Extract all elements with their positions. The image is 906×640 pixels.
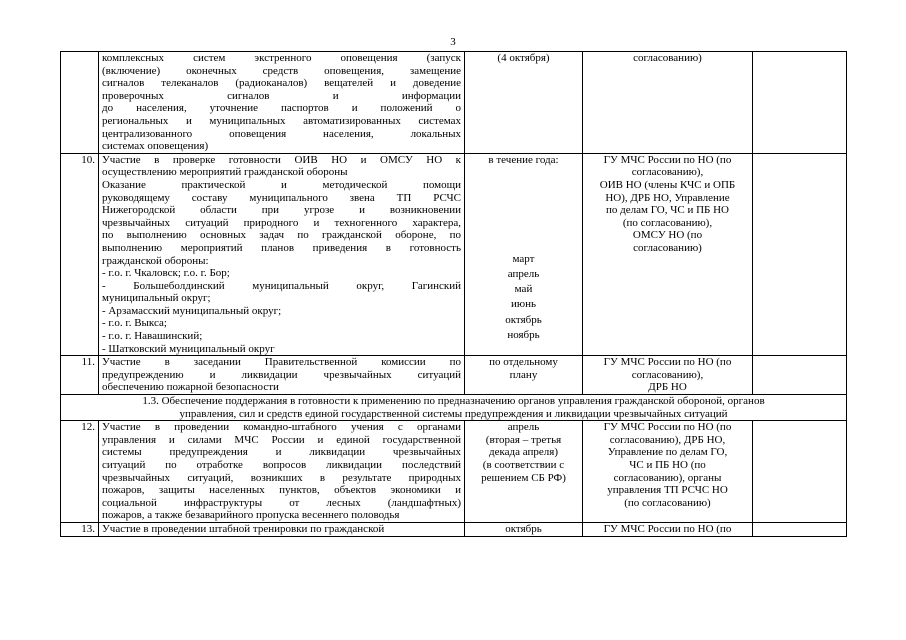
text-line: ноябрь (507, 328, 540, 341)
table-row-continuation (61, 52, 847, 154)
text-line: ГУ МЧС России по НО (по (603, 153, 732, 166)
text-line: апрель (507, 421, 540, 434)
text-line: 1.3. Обеспечение поддержания в готовности к применению по предназначению органов управления гражданской обороной, органов (142, 395, 765, 408)
text-line: март (512, 252, 535, 265)
event-description (99, 153, 465, 356)
text-line: муниципальный округ; (102, 292, 211, 305)
text-line: согласованию) (633, 241, 702, 254)
text-line: май (514, 283, 533, 296)
section-heading-row (61, 395, 847, 421)
text-line: Участие в проверке готовности ОИВ НО и ОМСУ НО к (102, 153, 461, 166)
event-responsible (583, 522, 753, 536)
text-line: согласованию), (631, 368, 704, 381)
event-responsible (583, 52, 753, 154)
text-line: - Шатковский муниципальный округ (102, 342, 275, 355)
text-line: согласованию), (631, 166, 704, 179)
text-line: согласованию), органы (613, 471, 722, 484)
text-line: НО), ДРБ НО, Управление (605, 191, 730, 204)
text-line: - Большеболдинский муниципальный округ, Гагинский (102, 279, 461, 292)
table-row-10 (61, 153, 847, 356)
text-line: ДРБ НО (648, 381, 687, 394)
text-line: (в соответствии с (482, 459, 565, 471)
event-description (99, 421, 465, 523)
event-note (753, 356, 847, 395)
event-description (99, 356, 465, 395)
text-line: (по согласованию), (622, 216, 713, 229)
event-deadline (465, 52, 583, 154)
text-line: гражданской обороны: (102, 254, 209, 267)
text-line: апрель (507, 268, 540, 281)
text-line: ЧС и ПБ НО (по (629, 459, 706, 471)
text-line: пожаров, а также безаварийного пропуска весеннего половодья (102, 509, 400, 522)
text-line: ситуаций по отработке вопросов ликвидации последствий (102, 459, 461, 471)
event-deadline (465, 522, 583, 536)
text-line: чрезвычайных ситуаций природного и техногенного характера, (102, 216, 461, 229)
event-note (753, 522, 847, 536)
table-row-12 (61, 421, 847, 523)
text-line: осуществлению мероприятий гражданской обороны (102, 166, 348, 179)
text-line: - г.о. г. Навашинский; (102, 330, 203, 343)
event-note (753, 153, 847, 356)
text-line: ГУ МЧС России по НО (по (603, 421, 732, 434)
text-line: Оказание практической и методической помощи (102, 178, 461, 191)
text-line: управления, сил и средств единой государственной системы предупреждения и ликвидации чрезвычайных ситуаций (179, 407, 728, 420)
text-line: системах оповещения) (102, 140, 209, 153)
text-line: Участие в проведении командно-штабного учения с органами (102, 421, 461, 434)
text-line: по делам ГО, ЧС и ПБ НО (606, 204, 729, 217)
text-line: по отдельному (489, 356, 558, 369)
text-line: ГУ МЧС России по НО (по (603, 356, 732, 369)
event-description (99, 52, 465, 154)
text-line: проверочных сигналов и информации (102, 89, 461, 102)
text-line: - г.о. г. Чкаловск; г.о. г. Бор; (102, 267, 230, 280)
text-line: (4 октября) (497, 52, 550, 64)
text-line: решением СБ РФ) (481, 471, 566, 484)
text-line: плану (509, 368, 538, 381)
text-line: декада апреля) (489, 446, 558, 459)
text-line: управления ТП РСЧС НО (607, 484, 728, 497)
table-row-13 (61, 522, 847, 536)
text-line: согласованию), ДРБ НО, (609, 433, 726, 446)
text-line: согласованию) (633, 52, 702, 64)
event-responsible (583, 421, 753, 523)
event-deadline (465, 153, 583, 356)
text-line: обеспечению пожарной безопасности (102, 381, 279, 394)
event-note (753, 421, 847, 523)
text-line: ГУ МЧС России по НО (по (603, 522, 732, 535)
section-heading-1-3 (61, 395, 847, 421)
text-line: системы предупреждения и ликвидации чрезвычайных (102, 446, 461, 459)
events-plan-table (60, 51, 847, 537)
row-number: 13. (61, 522, 99, 536)
deadline-months (468, 252, 579, 343)
event-deadline (465, 421, 583, 523)
text-line: ОИВ НО (члены КЧС и ОПБ (599, 178, 736, 191)
row-number: 12. (61, 421, 99, 523)
text-line: по выполнению основных задач по гражданской обороне, по (102, 229, 461, 242)
text-line: выполнению мероприятий планов приведения в готовность (102, 241, 461, 254)
text-line: чрезвычайных ситуаций, возникших в результате природных (102, 471, 461, 484)
text-line: до населения, уточнение паспортов и положений о (102, 102, 461, 115)
text-line: сигналов телеканалов (радиоканалов) вещателей и доведение (102, 77, 461, 90)
text-line: Участие в заседании Правительственной комиссии по (102, 356, 461, 369)
text-line: руководящему составу муниципального звена ТП РСЧС (102, 191, 461, 204)
text-line: управления и силами МЧС России и единой государственной (102, 433, 461, 446)
text-line: ОМСУ НО (по (632, 229, 703, 242)
text-line: октябрь (505, 522, 542, 535)
event-description (99, 522, 465, 536)
deadline-heading: в течение года: (488, 153, 559, 166)
text-line: - г.о. г. Выкса; (102, 317, 167, 330)
text-line: предупреждению и ликвидации чрезвычайных ситуаций (102, 368, 461, 381)
row-number: 10. (61, 153, 99, 356)
text-line: комплексных систем экстренного оповещения (запуск (102, 52, 461, 64)
text-line: пожаров, защиты населенных пунктов, объектов экономики и (102, 484, 461, 497)
text-line: социальной инфраструктуры от лесных (ландшафтных) (102, 496, 461, 509)
text-line: централизованного оповещения населения, локальных (102, 127, 461, 140)
text-line: Управление по делам ГО, (607, 446, 728, 459)
row-number (61, 52, 99, 154)
text-line: региональных и муниципальных автоматизированных системах (102, 114, 461, 127)
event-note (753, 52, 847, 154)
text-line: октябрь (505, 313, 542, 326)
event-responsible (583, 356, 753, 395)
text-line: (вторая – третья (485, 433, 562, 446)
text-line: июнь (510, 298, 536, 311)
page-number: 3 (450, 36, 456, 48)
text-line: Нижегородской области при угрозе и возникновении (102, 204, 461, 217)
text-line: - Арзамасский муниципальный округ; (102, 304, 282, 317)
row-number: 11. (61, 356, 99, 395)
text-line: Участие в проведении штабной тренировки по гражданской (102, 522, 385, 535)
event-responsible (583, 153, 753, 356)
table-row-11 (61, 356, 847, 395)
event-deadline (465, 356, 583, 395)
text-line: (по согласованию) (624, 496, 711, 509)
text-line: (включение) оконечных средств оповещения, замещение (102, 64, 461, 77)
